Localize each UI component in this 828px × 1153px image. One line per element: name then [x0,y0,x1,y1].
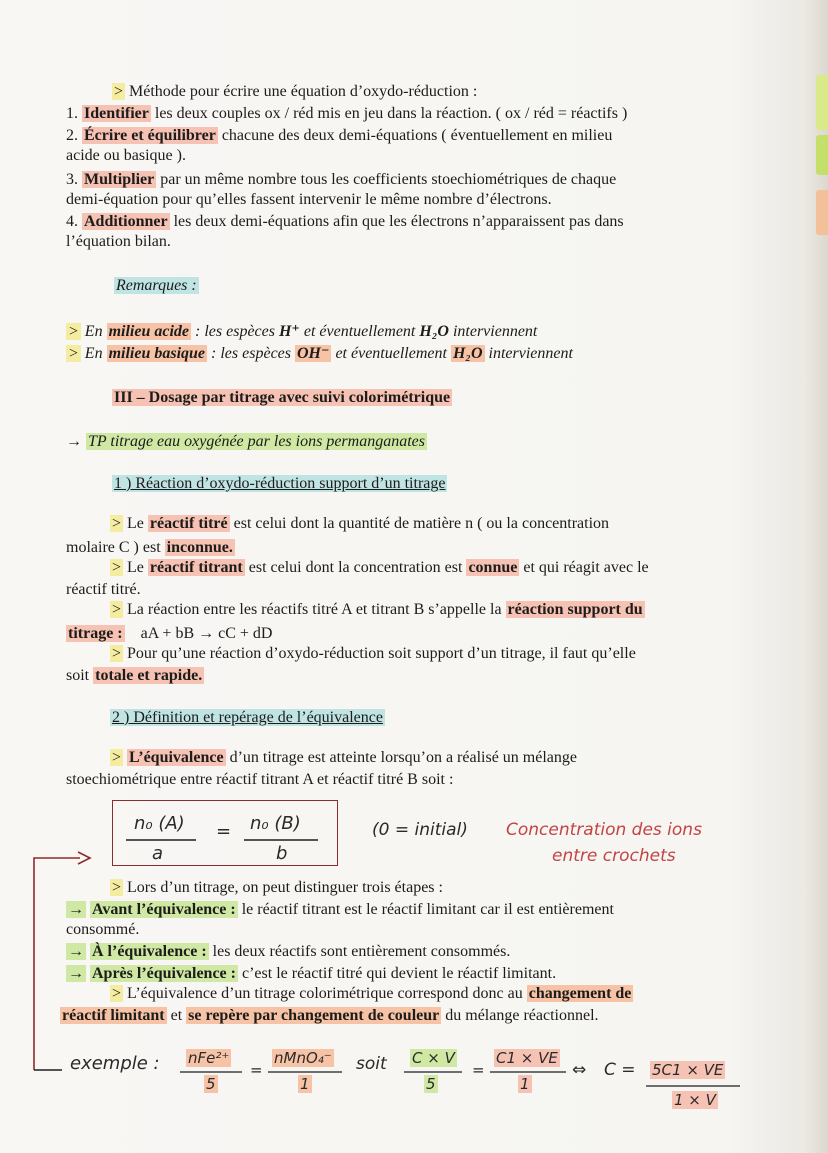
ex-frac-2-num: nMnO₄⁻ [274,1049,332,1067]
ex-soit: soit [356,1054,387,1074]
arrow-marker: > [112,985,122,1002]
part-1-p3-eq: titrage : aA + bB → cC + dD [68,625,273,642]
part-1-p2-cont: réactif titré. [66,581,141,598]
ex-frac-2-den: 1 [300,1075,310,1093]
part-2-p1-cont: stoechiométrique entre réactif titrant A et réactif titré B soit : [66,771,454,788]
arrow-marker: > [112,645,122,662]
method-step-4-cont: l’équation bilan. [66,233,171,250]
note-brackets: entre crochets [552,846,676,866]
ex-frac-4-den: 1 [520,1075,530,1093]
part-1-p1: > Le réactif titré est celui dont la quantité de matière n ( ou la concentration [112,515,610,532]
conclusion-cont: réactif limitant et se repère par changement de couleur du mélange réactionnel. [62,1007,599,1024]
note-concentration: Concentration des ions [506,820,702,840]
arrow-marker: > [112,749,122,766]
part-1-title: 1 ) Réaction d’oxydo-réduction support d’un titrage [114,475,446,492]
method-step-1: 1. Identifier les deux couples ox / réd mis en jeu dans la réaction. ( ox / réd = réactifs ) [66,105,628,122]
frac-left-numerator: n₀ (A) [134,813,185,834]
remark-acid: > En milieu acide : les espèces H⁺ et éventuellement H₂O interviennent [68,323,538,340]
frac-equals: = [216,821,232,842]
remark-base: > En milieu basique : les espèces OH⁻ et éventuellement H₂O interviennent [68,345,573,362]
ex-frac-1-den: 5 [206,1075,216,1093]
part-1-p4: > Pour qu’une réaction d’oxydo-réduction soit support d’un titrage, il faut qu’elle [112,645,636,662]
remarks-title: Remarques : [116,277,197,294]
ex-eq-1: = [250,1061,263,1079]
frac-left-denominator: a [152,843,164,864]
arrow-icon: → [68,943,84,960]
step-before: → Avant l’équivalence : le réactif titrant est le réactif limitant car il est entièrement [68,901,614,918]
arrow-icon: → [66,433,82,450]
section-3-title: III – Dosage par titrage avec suivi colorimétrique [114,389,451,406]
arrow-marker: > [112,559,122,576]
part-2-title: 2 ) Définition et repérage de l’équivalence [112,709,383,726]
step-before-cont: consommé. [66,921,140,938]
frac-right-denominator: b [276,843,288,864]
method-intro: > Méthode pour écrire une équation d’oxydo-réduction : [114,83,478,100]
part-2-p1: > L’équivalence d’un titrage est atteinte lorsqu’on a réalisé un mélange [112,749,577,766]
ex-frac-1-num: nFe²⁺ [188,1049,230,1067]
step-at: → À l’équivalence : les deux réactifs sont entièrement consommés. [68,943,511,960]
method-step-2-cont: acide ou basique ). [66,147,186,164]
arrow-marker: > [112,879,122,896]
example-label: exemple : [70,1053,160,1074]
ex-frac-3-num: C × V [412,1049,455,1067]
part-1-p4-cont: soit totale et rapide. [66,667,203,684]
arrow-marker: > [68,345,79,362]
arrow-marker: > [68,323,79,340]
ex-result-left: C = [604,1060,636,1080]
steps-intro: > Lors d’un titrage, on peut distinguer trois étapes : [112,879,443,896]
ex-eq-2: = [472,1061,485,1079]
note-initial: (0 = initial) [372,820,468,840]
frac-right-numerator: n₀ (B) [250,813,301,834]
arrow-marker: > [112,515,122,532]
arrow-icon: → [68,965,84,982]
method-step-4: 4. Additionner les deux demi-équations afin que les électrons n’apparaissent pas dans [66,213,624,230]
ex-frac-5-den: 1 × V [674,1091,716,1109]
ex-implies: ⇔ [572,1060,587,1080]
method-step-2: 2. Écrire et équilibrer chacune des deux demi-équations ( éventuellement en milieu [66,127,613,144]
ex-frac-3-den: 5 [426,1075,436,1093]
step-after: → Après l’équivalence : c’est le réactif titré qui devient le réactif limitant. [68,965,557,982]
ex-frac-4-num: C1 × VE [496,1049,558,1067]
part-1-p3: > La réaction entre les réactifs titré A et titrant B s’appelle la réaction support du [112,601,643,618]
tp-note: → TP titrage eau oxygénée par les ions permanganates [66,433,425,450]
ex-frac-5-num: 5C1 × VE [652,1061,724,1079]
method-step-3-cont: demi-équation pour qu’elles fassent intervenir le même nombre d’électrons. [66,191,552,208]
part-1-p2: > Le réactif titrant est celui dont la concentration est connue et qui réagit avec le [112,559,649,576]
arrow-marker: > [114,83,124,100]
arrow-icon: → [68,901,84,918]
arrow-marker: > [112,601,122,618]
method-step-3: 3. Multiplier par un même nombre tous les coefficients stoechiométriques de chaque [66,171,617,188]
conclusion: > L’équivalence d’un titrage colorimétrique correspond donc au changement de [112,985,632,1002]
part-1-p1-cont: molaire C ) est inconnue. [66,539,233,556]
